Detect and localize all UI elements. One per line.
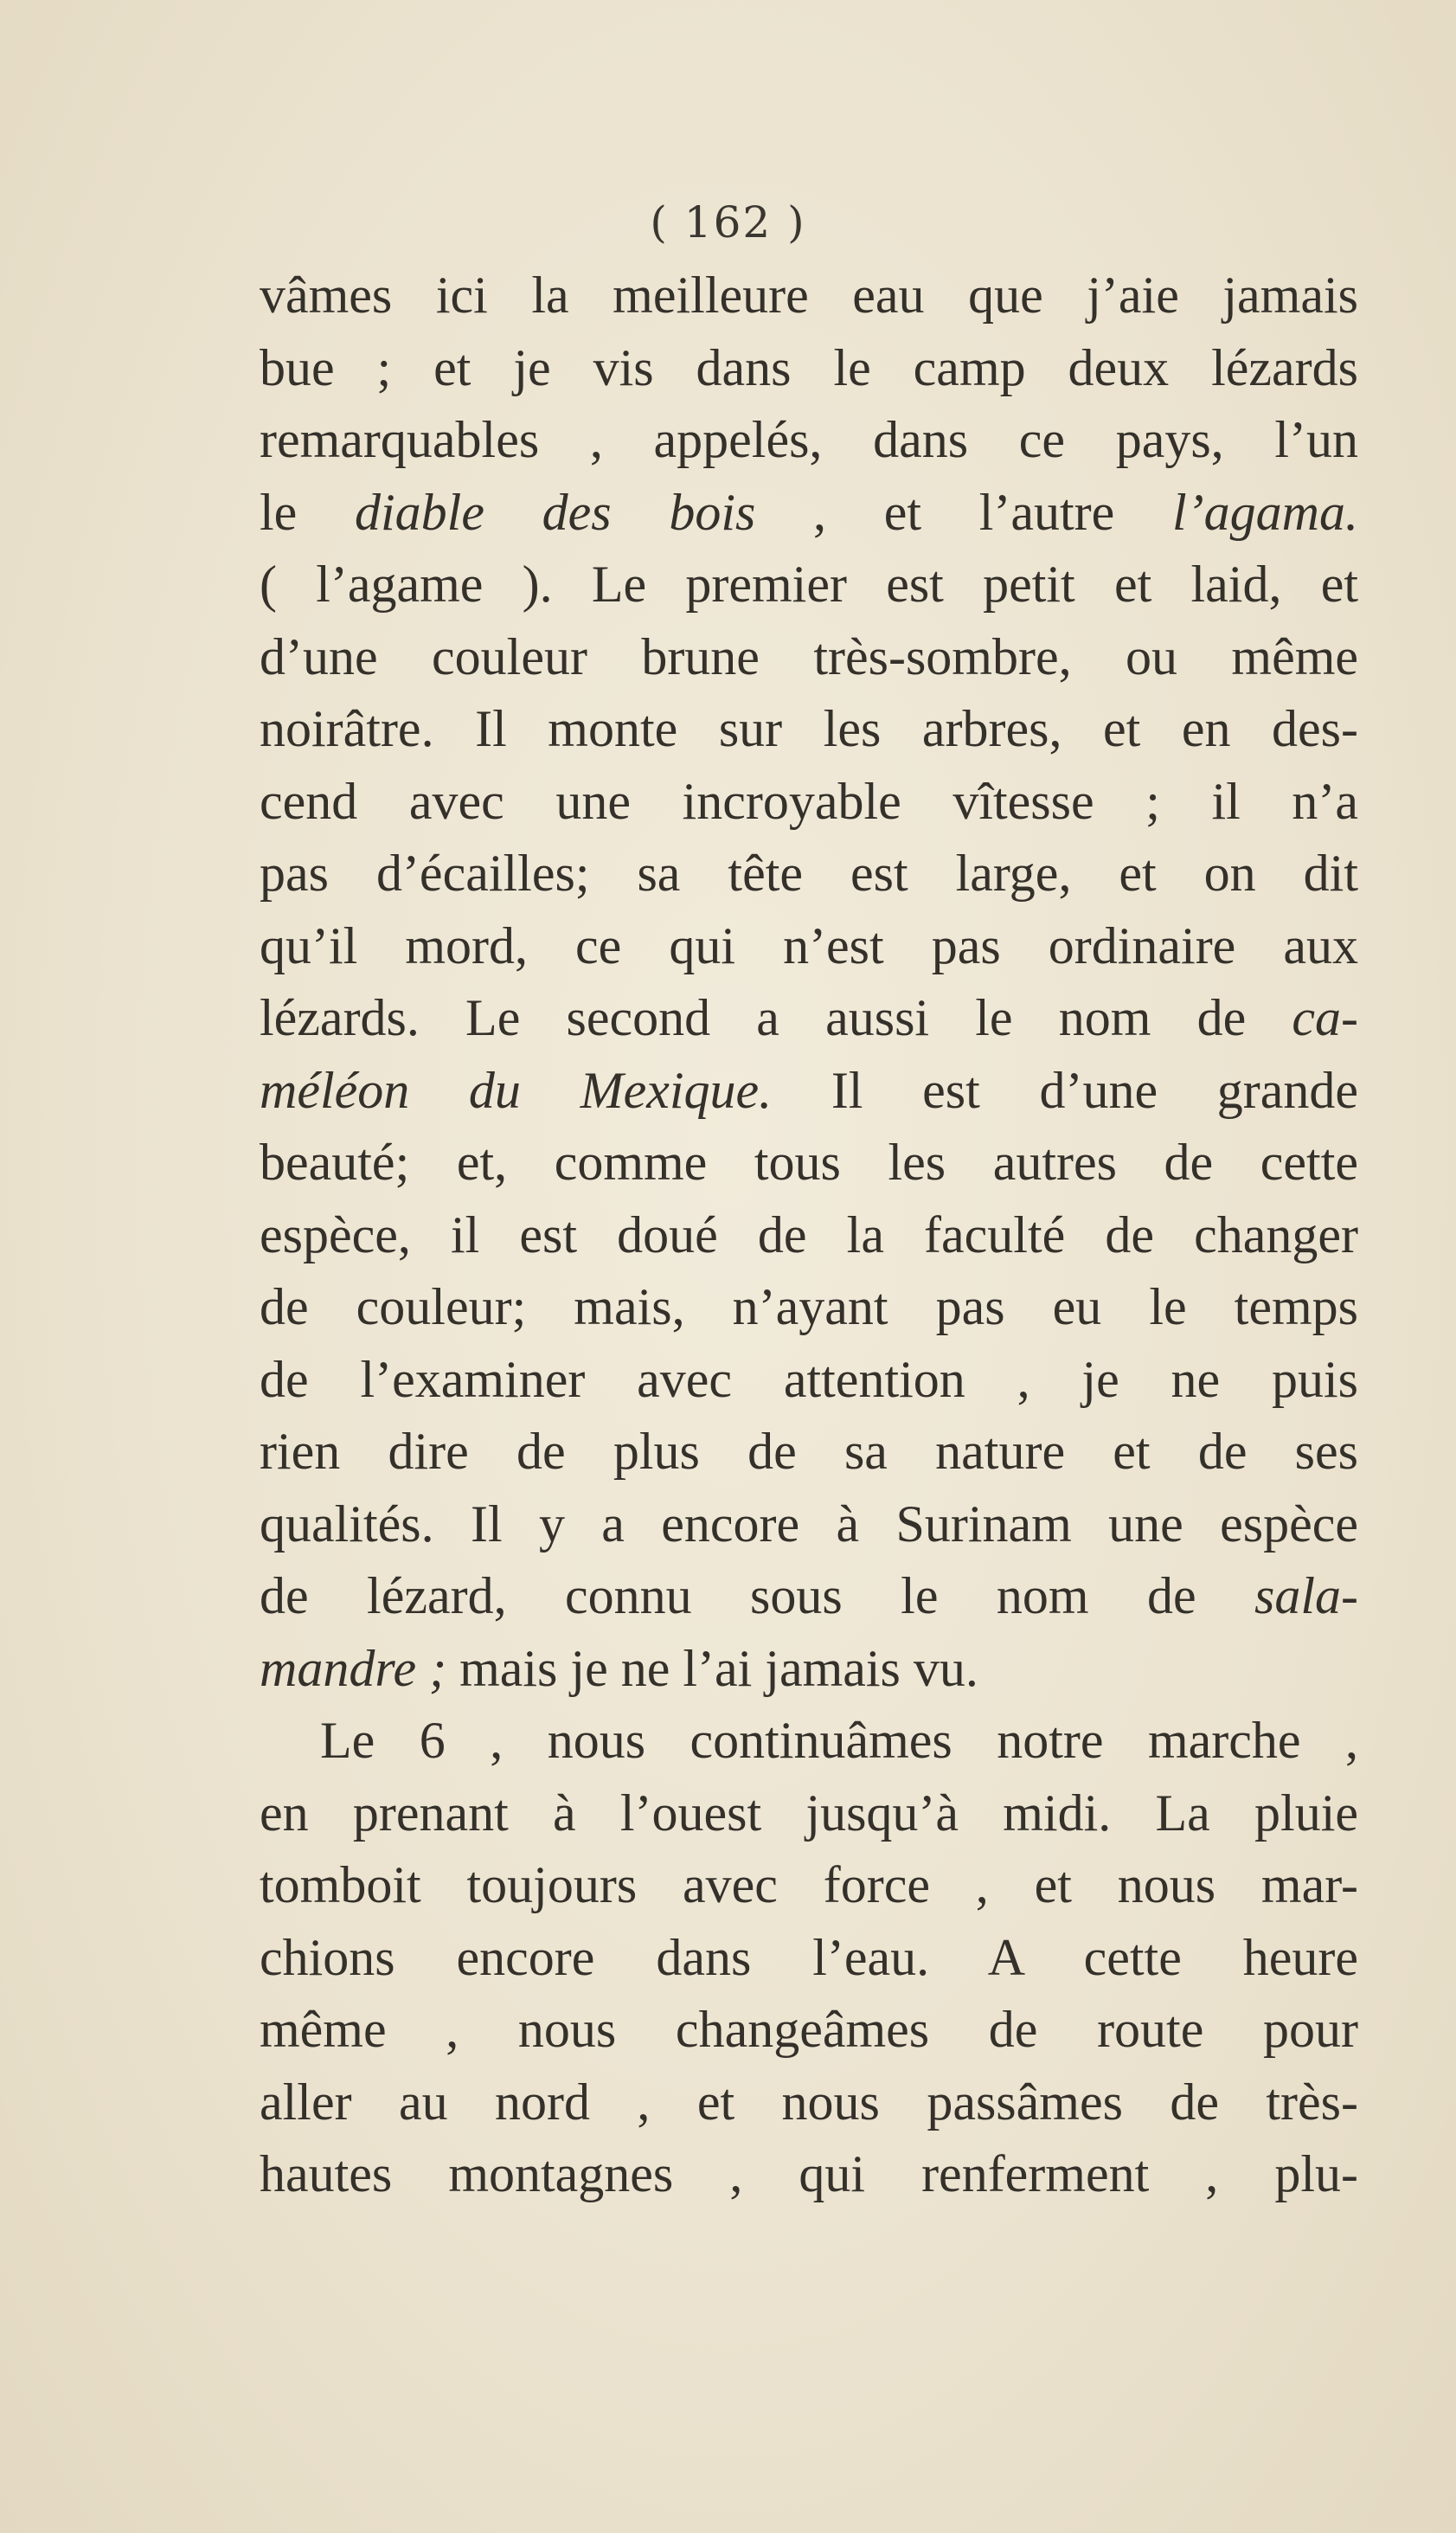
- page-number: ( 162 ): [650, 197, 806, 248]
- body-text: [260, 260, 1358, 2211]
- text-run: bue ; et je vis dans le camp deux lézards: [260, 338, 1358, 396]
- text-line: [260, 1055, 1358, 1128]
- italic-text: mandre ;: [260, 1639, 447, 1697]
- text-line: [260, 621, 1358, 694]
- text-run: en prenant à l’ouest jusqu’à midi. La pluie: [260, 1784, 1358, 1842]
- text-run: qualités. Il y a encore à Surinam une espèce: [260, 1495, 1358, 1553]
- text-run: rien dire de plus de sa nature et de ses: [260, 1423, 1358, 1480]
- text-line: [260, 1705, 1358, 1778]
- text-line: [260, 1778, 1358, 1850]
- text-run: noirâtre. Il monte sur les arbres, et en des-: [260, 700, 1358, 757]
- text-line: [260, 1199, 1358, 1272]
- text-run: aller au nord , et nous passâmes de très-: [260, 2073, 1358, 2131]
- text-run: tomboit toujours avec force , et nous mar-: [260, 1856, 1358, 1913]
- text-run: lézards. Le second a aussi le nom de: [260, 989, 1292, 1046]
- text-line: [260, 910, 1358, 983]
- text-line: [260, 1488, 1358, 1561]
- text-line: [260, 1271, 1358, 1344]
- text-run: Il est d’une grande: [772, 1061, 1358, 1119]
- text-run: de l’examiner avec attention , je ne puis: [260, 1350, 1358, 1408]
- text-line: [260, 260, 1358, 332]
- text-line: [260, 982, 1358, 1055]
- text-run: chions encore dans l’eau. A cette heure: [260, 1928, 1358, 1986]
- italic-text: ca-: [1292, 989, 1358, 1046]
- text-run: cend avec une incroyable vîtesse ; il n’a: [260, 772, 1358, 830]
- text-run: de lézard, connu sous le nom de: [260, 1567, 1254, 1624]
- text-run: même , nous changeâmes de route pour: [260, 2001, 1358, 2058]
- text-run: mais je ne l’ai jamais vu.: [446, 1639, 978, 1697]
- text-line: [260, 332, 1358, 405]
- text-line: [260, 766, 1358, 839]
- text-run: , et l’autre: [755, 483, 1172, 541]
- text-run: d’une couleur brune très-sombre, ou même: [260, 627, 1358, 685]
- italic-text: sala-: [1254, 1567, 1358, 1624]
- text-line: [260, 1633, 1358, 1706]
- text-run: espèce, il est doué de la faculté de changer: [260, 1205, 1358, 1263]
- text-run: ( l’agame ). Le premier est petit et laid, et: [260, 556, 1358, 613]
- italic-text: méléon du Mexique.: [260, 1061, 773, 1119]
- italic-text: diable des bois: [355, 483, 756, 541]
- text-line: [260, 2138, 1358, 2211]
- text-line: [260, 1849, 1358, 1922]
- text-line: [260, 838, 1358, 910]
- text-run: remarquables , appelés, dans ce pays, l’un: [260, 411, 1358, 468]
- text-line: [260, 549, 1358, 621]
- text-run: hautes montagnes , qui renferment , plu-: [260, 2145, 1358, 2202]
- text-line: [260, 1344, 1358, 1417]
- text-run: beauté; et, comme tous les autres de cette: [260, 1134, 1358, 1191]
- text-run: qu’il mord, ce qui n’est pas ordinaire aux: [260, 916, 1358, 974]
- text-line: [260, 1416, 1358, 1488]
- text-line: [260, 477, 1358, 550]
- text-run: pas d’écailles; sa tête est large, et on dit: [260, 845, 1358, 902]
- text-line: [260, 1560, 1358, 1633]
- text-line: [260, 2067, 1358, 2139]
- text-line: [260, 693, 1358, 766]
- text-run: vâmes ici la meilleure eau que j’aie jamais: [260, 267, 1358, 324]
- text-run: Le 6 , nous continuâmes notre marche ,: [320, 1712, 1358, 1769]
- text-run: le: [260, 483, 355, 541]
- text-line: [260, 1127, 1358, 1199]
- text-run: de couleur; mais, n’ayant pas eu le temps: [260, 1278, 1358, 1335]
- text-line: [260, 1994, 1358, 2067]
- text-line: [260, 1922, 1358, 1995]
- text-line: [260, 404, 1358, 477]
- italic-text: l’agama.: [1172, 483, 1358, 541]
